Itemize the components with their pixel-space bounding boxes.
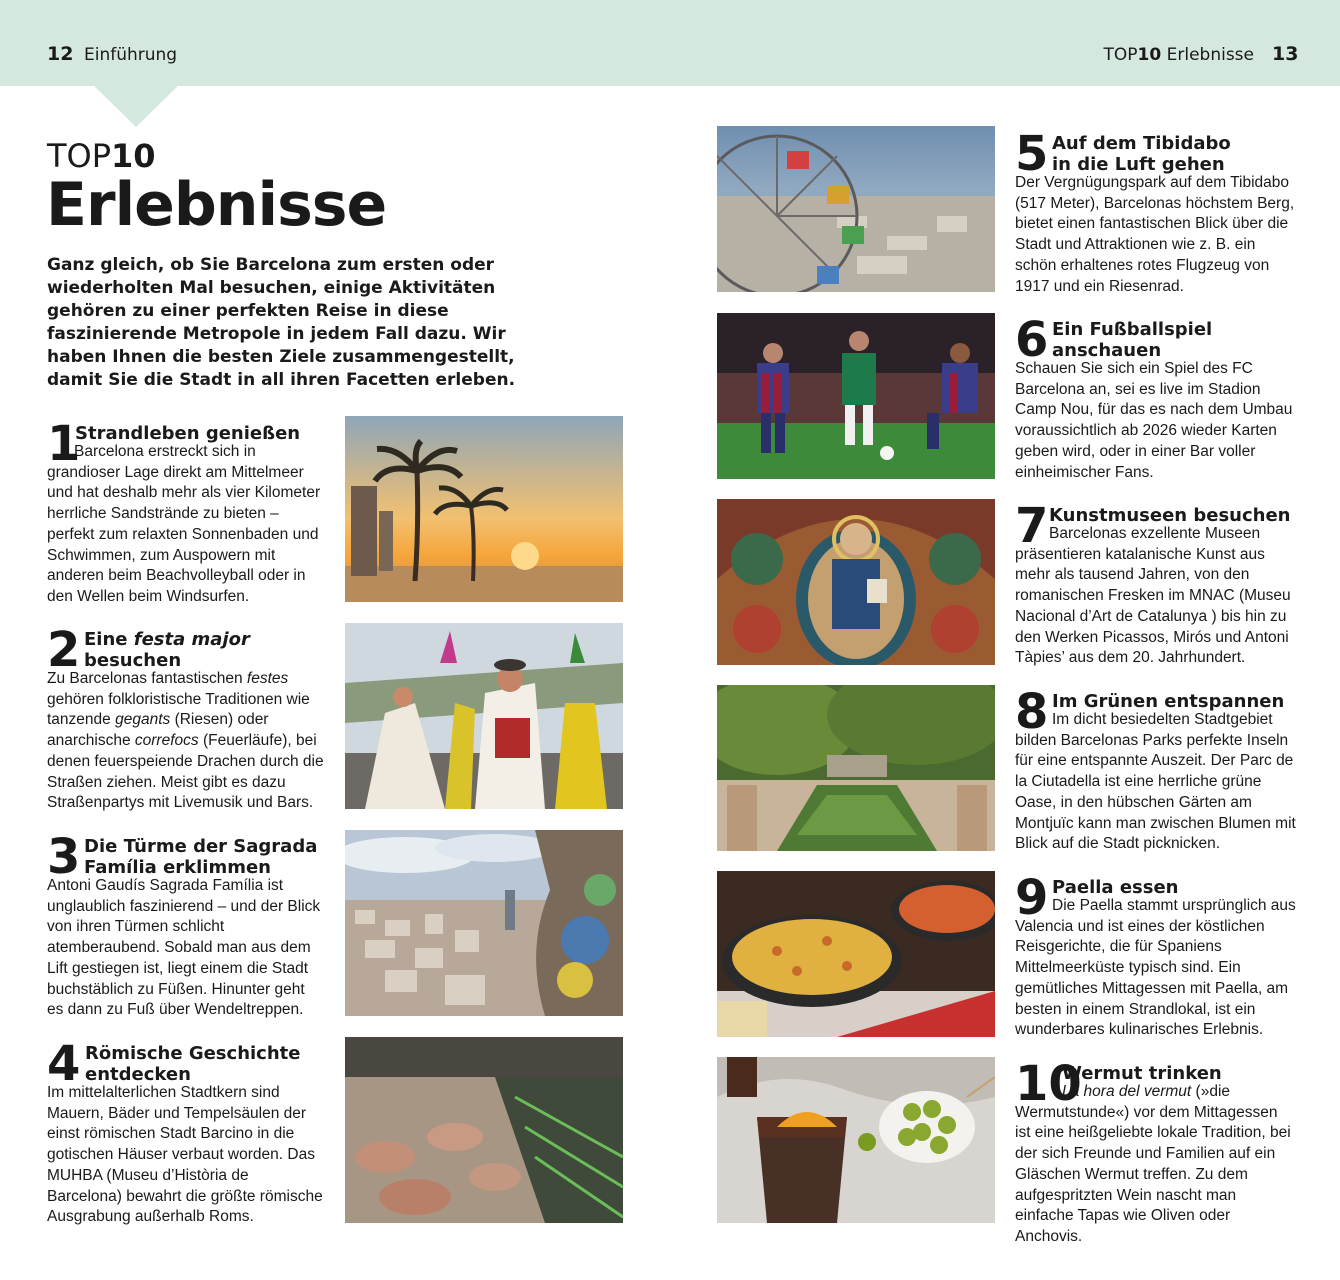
item-heading: Kunstmuseen besuchen: [1049, 505, 1291, 526]
item-number: 8: [1015, 684, 1049, 740]
ruins-photo: [345, 1037, 623, 1223]
item-body: Barcelonas exzellente Museen präsentieren katalanische Kunst aus mehr als tausend Jahren, von den romanischen Fresken im MNAC (Museu Nacional d’Art de Catalunya ) bis hin zu den Werken Picassos, Mirós und Antoni Tàpies’ aus dem 20. Jahrhundert.: [1015, 525, 1291, 667]
item-heading: Die Türme der Sagrada Família erklimmen: [84, 836, 318, 878]
item-body: Die Paella stammt ursprünglich aus Valencia und ist eines der köstlichen Reisgerichte, die für Spaniens Mittelmeerküste typisch sind. Ein gemütliches Mittagessen mit Paella, am besten in einem Strandlokal, ist ein wunderbares kulinarisches Erlebnis.: [1015, 897, 1296, 1039]
right-running-title: TOP10 Erlebnisse: [1103, 45, 1254, 65]
item-heading: Ein Fußballspiel anschauen: [1052, 319, 1213, 361]
item-heading: Im Grünen entspannen: [1052, 691, 1285, 712]
item-heading: Eine festa major besuchen: [84, 629, 250, 671]
item-body: Schauen Sie sich ein Spiel des FC Barcelona an, sei es live im Stadion Camp Nou, für das es nach dem Umbau voraussichtlich ab 2026 wieder Karten geben wird, oder in einer Bar voller einheimischer Fans.: [1015, 360, 1293, 481]
item-number: 1: [47, 416, 81, 472]
header-pointer-triangle: [93, 85, 179, 127]
item-heading: Paella essen: [1052, 877, 1179, 898]
festival-photo: [345, 623, 623, 809]
football-photo: [717, 313, 995, 479]
item-body: Zu Barcelonas fantastischen festes gehören folkloristische Traditionen wie tanzende gegants (Riesen) oder anarchische correfocs (Feuerläufe), bei denen feuerspeiende Drachen durch die Straßen ziehen. Meist gibt es dazu Straßenpartys mit Livemusik und Bars.: [47, 670, 324, 812]
page-title: Erlebnisse: [46, 170, 387, 240]
left-running-title: Einführung: [84, 45, 178, 65]
list-item-10: [1015, 1056, 1297, 1245]
intro-paragraph: Ganz gleich, ob Sie Barcelona zum ersten oder wiederholten Mal besuchen, einige Aktivitäten gehören zu einer perfekten Reise in diese faszinierende Metropole in jedem Fall dazu. Wir haben Ihnen die besten Ziele zusammengestellt, damit Sie die Stadt in all ihren Facetten erleben.: [47, 255, 516, 390]
vermouth-photo: [717, 1057, 995, 1223]
list-item-1: [47, 416, 322, 610]
item-body: La hora del vermut (»die Wermutstunde«) vor dem Mittagessen ist eine heißgeliebte lokale Tradition, bei der sich Freunde und Familien auf ein Gläschen Wermut treffen. Zu dem aufgespritzten Wein nascht man einfache Tapas wie Oliven oder Anchovis.: [1015, 1083, 1291, 1245]
item-number: 9: [1015, 870, 1049, 926]
item-heading: Römische Geschichte entdecken: [85, 1043, 301, 1085]
list-item-8: [1015, 684, 1297, 863]
item-number: 5: [1015, 126, 1049, 182]
list-item-7: [1015, 498, 1297, 677]
city-view-photo: [345, 830, 623, 1016]
header-band: [0, 0, 1340, 86]
item-body: Antoni Gaudís Sagrada Família ist unglaublich faszinierend – und der Blick von ihren Türmen schlicht atemberaubend. Sobald man aus dem Lift gestiegen ist, liegt einem die Stadt buchstäblich zu Füßen. Hinunter geht es dann zu Fuß über Wendeltreppen.: [47, 877, 321, 1019]
item-body: Im mittelalterlichen Stadtkern sind Mauern, Bäder und Tempelsäulen der einst römischen Stadt Barcino in die gotischen Häuser verbaut worden. Das MUHBA (Museu d’Història de Barcelona) bewahrt die größte römische Ausgrabung außerhalb Roms.: [47, 1084, 323, 1226]
beach-photo: [345, 416, 623, 602]
fresco-photo: [717, 499, 995, 665]
ferris-wheel-photo: [717, 126, 995, 292]
item-body: Im dicht besiedelten Stadtgebiet bilden Barcelonas Parks perfekte Inseln für eine entspannte Auszeit. Der Parc de la Ciutadella ist eine herrliche grüne Oase, in den hübschen Gärten am Montjuïc kann man zwischen Blumen mit Blick auf die Stadt picknicken.: [1015, 711, 1296, 853]
item-number: 4: [47, 1036, 81, 1092]
list-item-9: [1015, 870, 1297, 1049]
list-item-6: [1015, 312, 1295, 491]
item-heading: Wermut trinken: [1062, 1063, 1222, 1084]
list-item-3: [47, 829, 322, 1023]
list-item-4: [47, 1036, 327, 1230]
item-number: 10: [1015, 1056, 1082, 1112]
item-number: 3: [47, 829, 81, 885]
paella-photo: [717, 871, 995, 1037]
right-page-number: 13: [1272, 43, 1299, 65]
item-body: Barcelona erstreckt sich in grandioser Lage direkt am Mittelmeer und hat deshalb mehr als vier Kilometer herrliche Sandstrände zu bieten – perfekt zum relaxten Sonnenbaden und Schwimmen, zum Auspowern mit anderen beim Beachvolleyball oder in den Wellen beim Windsurfen.: [47, 443, 321, 605]
list-item-2: [47, 622, 329, 816]
title-kicker: TOP10: [47, 137, 156, 175]
item-heading: Strandleben genießen: [75, 423, 301, 444]
item-heading: Auf dem Tibidabo in die Luft gehen: [1052, 133, 1231, 175]
item-number: 2: [47, 622, 81, 678]
list-item-5: [1015, 126, 1295, 305]
left-page-number: 12: [47, 43, 74, 65]
item-number: 7: [1015, 498, 1049, 554]
item-number: 6: [1015, 312, 1049, 368]
item-body: Der Vergnügungspark auf dem Tibidabo (517 Meter), Barcelonas höchstem Berg, bietet einen fantastischen Blick über die Stadt und Attraktionen wie z. B. ein schön erhaltenes rotes Flugzeug von 1917 und ein Riesenrad.: [1015, 174, 1295, 295]
garden-photo: [717, 685, 995, 851]
